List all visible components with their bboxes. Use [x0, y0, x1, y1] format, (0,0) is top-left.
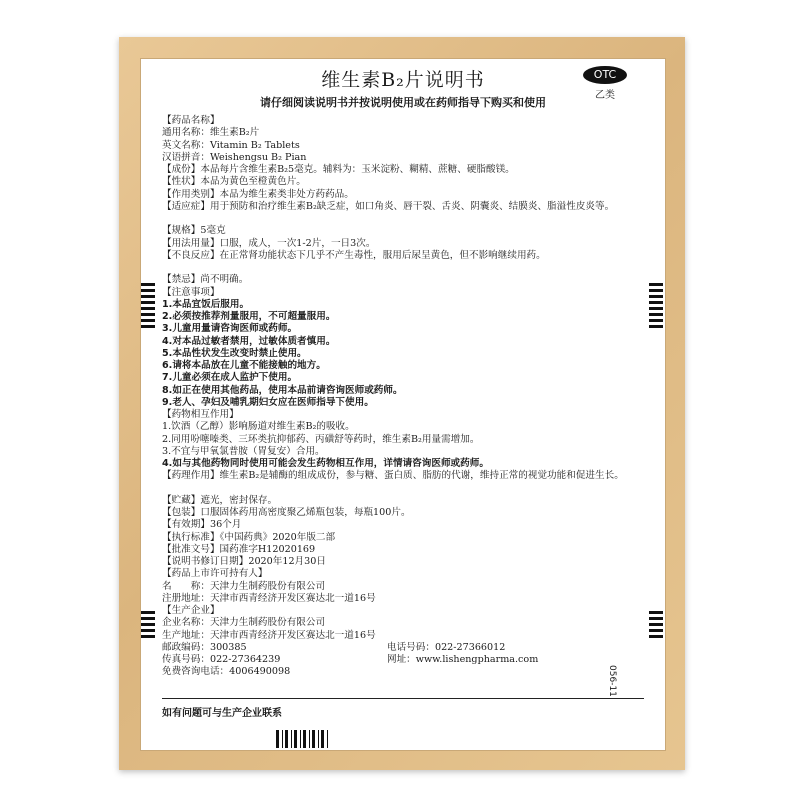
- print-marks-right: [649, 283, 663, 331]
- precaution-item: 4.对本品过敏者禁用，过敏体质者慎用。: [162, 335, 336, 347]
- revision-date: 【说明书修订日期】2020年12月30日: [162, 556, 326, 567]
- print-marks-left: [141, 283, 155, 331]
- interaction-item: 1.饮酒（乙醇）影响肠道对维生素B₂的吸收。: [162, 421, 355, 433]
- dosage: 【用法用量】口服，成人，一次1-2片，一日3次。: [162, 237, 376, 249]
- contact-row: [162, 642, 642, 654]
- pinyin-name: 汉语拼音：Weishengsu B₂ Pian: [162, 151, 307, 163]
- side-code: 056-11: [607, 665, 617, 697]
- precaution-item: 7.儿童必须在成人监护下使用。: [162, 372, 298, 384]
- storage: 【贮藏】遮光，密封保存。: [162, 494, 278, 506]
- fax-number: 传真号码：022-27364239: [162, 654, 281, 665]
- category: 【作用类别】本品为维生素类非处方药药品。: [162, 188, 354, 200]
- interaction-item: 2.同用吩噻嗪类、三环类抗抑郁药、丙磺舒等药时，维生素B₂用量需增加。: [162, 433, 480, 445]
- document-subtitle: 请仔细阅读说明书并按说明使用或在药师指导下购买和使用: [260, 96, 546, 109]
- phone-number: 电话号码：022-27366012: [387, 641, 506, 653]
- packaging: 【包装】口服固体药用高密度聚乙烯瓶包装，每瓶100片。: [162, 507, 411, 518]
- generic-name: 通用名称：维生素B₂片: [162, 127, 260, 139]
- otc-badge: OTC: [583, 66, 627, 84]
- holder-name: 名 称：天津力生制药股份有限公司: [162, 580, 326, 592]
- otc-class-label: 乙类: [595, 90, 615, 101]
- standard: 【执行标准】《中国药典》2020年版二部: [162, 531, 336, 543]
- manufacturer-name: 企业名称：天津力生制药股份有限公司: [162, 617, 326, 629]
- approval-number: 【批准文号】国药准字H12020169: [162, 543, 316, 555]
- contraindications: 【禁忌】尚不明确。: [162, 274, 249, 286]
- instruction-sheet: [140, 58, 666, 751]
- print-marks-left: [141, 611, 155, 641]
- interaction-item: 3.不宜与甲氧氯普胺（胃复安）合用。: [162, 445, 325, 457]
- section-manufacturer: 【生产企业】: [162, 605, 220, 616]
- postal-code: 邮政编码：300385: [162, 641, 247, 653]
- precaution-item: 8.如正在使用其他药品，使用本品前请咨询医师或药师。: [162, 384, 403, 396]
- website: 网址：www.lishengpharma.com: [387, 654, 539, 665]
- contact-row: [162, 654, 642, 666]
- shelf-life: 【有效期】36个月: [162, 519, 242, 531]
- adverse-reactions: 【不良反应】在正常肾功能状态下几乎不产生毒性，服用后尿呈黄色，但不影响继续用药。: [162, 249, 546, 261]
- precaution-item: 5.本品性状发生改变时禁止使用。: [162, 347, 307, 359]
- divider: [162, 698, 644, 699]
- section-interactions: 【药物相互作用】: [162, 409, 239, 420]
- document-title: 维生素B₂片说明书: [321, 69, 485, 91]
- indications: 【适应症】用于预防和治疗维生素B₂缺乏症，如口角炎、唇干裂、舌炎、阴囊炎、结膜炎、脂溢性皮炎等。: [162, 200, 615, 212]
- appearance: 【性状】本品为黄色至橙黄色片。: [162, 176, 306, 188]
- precaution-item: 9.老人、孕妇及哺乳期妇女应在医师指导下使用。: [162, 396, 374, 408]
- ingredients: 【成份】本品每片含维生素B₂5毫克。辅料为：玉米淀粉、糊精、蔗糖、硬脂酸镁。: [162, 164, 515, 175]
- section-drug-name: 【药品名称】: [162, 115, 220, 126]
- manufacturer-address: 生产地址：天津市西青经济开发区赛达北一道16号: [162, 629, 376, 641]
- precaution-item: 6.请将本品放在儿童不能接触的地方。: [162, 360, 326, 371]
- print-marks-bottom: [276, 730, 328, 748]
- precaution-item: 3.儿童用量请咨询医师或药师。: [162, 323, 298, 335]
- holder-address: 注册地址：天津市西青经济开发区赛达北一道16号: [162, 592, 376, 604]
- precaution-item: 1.本品宜饭后服用。: [162, 298, 250, 310]
- pharmacology: 【药理作用】维生素B₂是辅酶的组成成份，参与糖、蛋白质、脂肪的代谢，维持正常的视觉功能和促进生长。: [162, 470, 624, 482]
- interaction-item: 4.如与其他药物同时使用可能会发生药物相互作用，详情请咨询医师或药师。: [162, 458, 489, 469]
- section-precautions: 【注意事项】: [162, 286, 220, 298]
- specification: 【规格】5毫克: [162, 225, 226, 237]
- sheet-body: [162, 115, 642, 679]
- hotline: 免费咨询电话：4006490098: [162, 666, 291, 678]
- english-name: 英文名称：Vitamin B₂ Tablets: [162, 139, 300, 151]
- section-license-holder: 【药品上市许可持有人】: [162, 568, 268, 580]
- footer-note: 如有问题可与生产企业联系: [162, 708, 282, 719]
- precaution-item: 2.必须按推荐剂量服用，不可超量服用。: [162, 311, 336, 322]
- print-marks-right: [649, 611, 663, 641]
